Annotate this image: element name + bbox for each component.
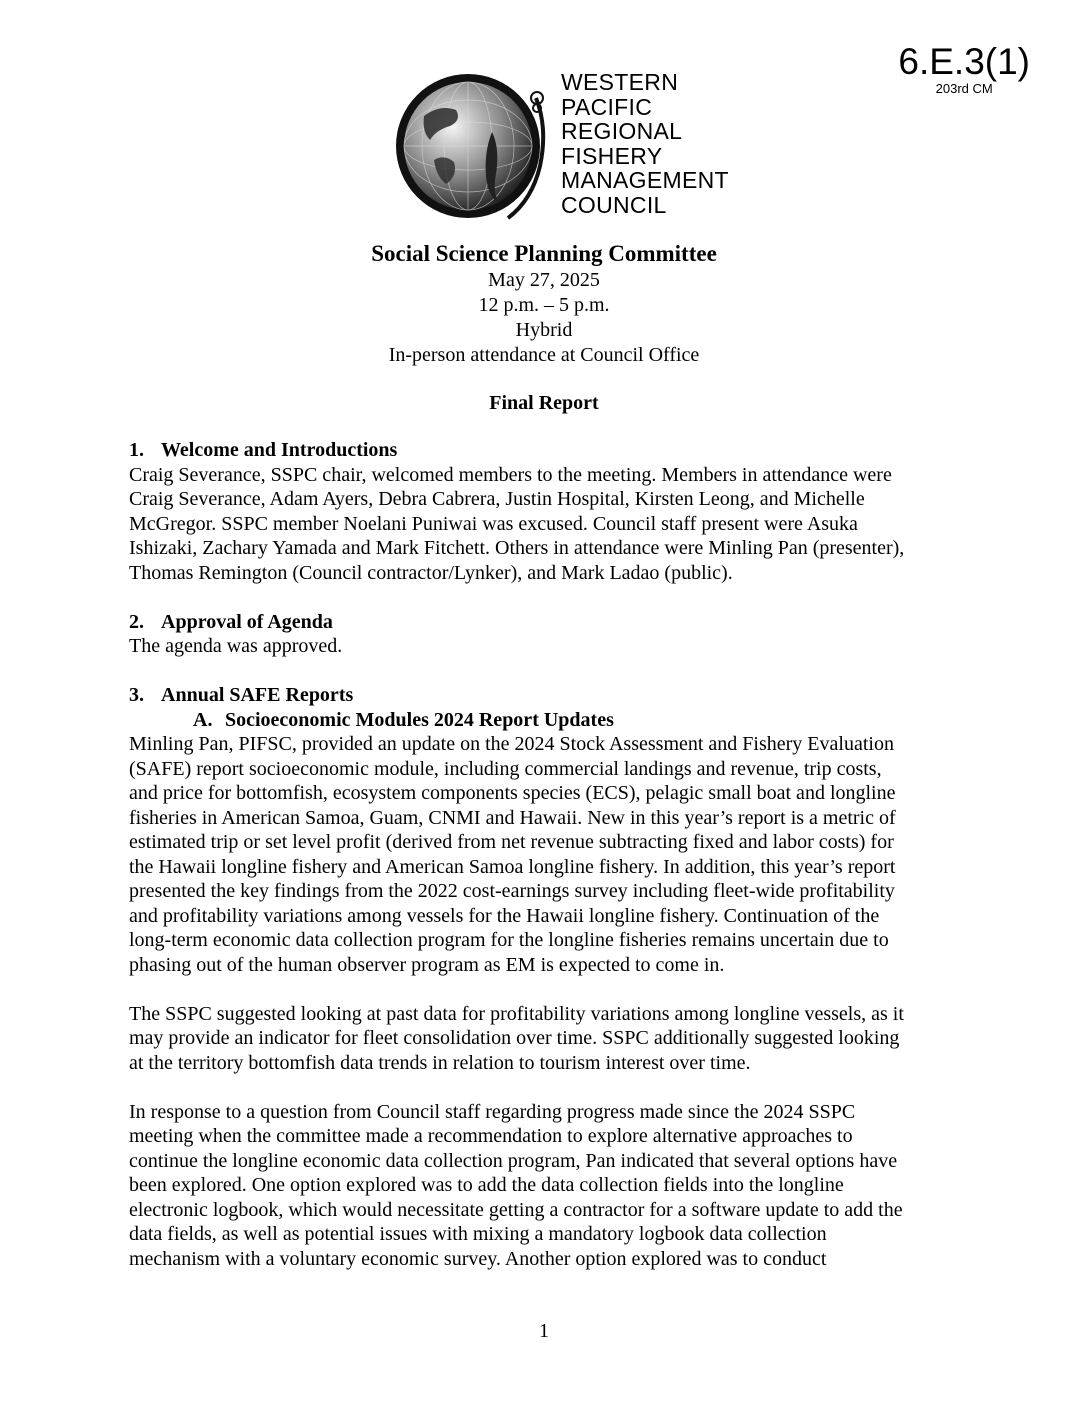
text-line: meeting when the committee made a recommendation to explore alternative approaches to (129, 1125, 853, 1147)
meeting-reference: 203rd CM (935, 81, 993, 96)
text-line: continue the longline economic data collection program, Pan indicated that several options have (129, 1149, 898, 1172)
text-line: Craig Severance, SSPC chair, welcomed members to the meeting. Members in attendance were (129, 463, 892, 486)
org-line: FISHERY (561, 142, 663, 169)
text-line: at the territory bottomfish data trends in relation to tourism interest over time. (129, 1051, 751, 1074)
document-reference (898, 40, 1030, 96)
text-line: In response to a question from Council staff regarding progress made since the 2024 SSPC (129, 1100, 856, 1123)
meeting-details (0, 268, 1088, 368)
meeting-date: May 27, 2025 (488, 269, 600, 291)
text-line: the Hawaii longline fishery and American Samoa longline fishery. In addition, this year’s report (129, 855, 896, 878)
organization-name (561, 70, 729, 218)
meeting-location: In-person attendance at Council Office (388, 344, 700, 366)
text-line: been explored. One option explored was to add the data collection fields into the longline (129, 1174, 844, 1196)
text-line: may provide an indicator for fleet consolidation over time. SSPC additionally suggested looking (129, 1027, 900, 1049)
text-line: presented the key findings from the 2022 cost-earnings survey including fleet-wide profitability (129, 880, 895, 902)
text-line: McGregor. SSPC member Noelani Puniwai was excused. Council staff present were Asuka (129, 512, 858, 535)
text-line: long-term economic data collection program for the longline fisheries remains uncertain due to (129, 929, 889, 951)
text-line: Ishizaki, Zachary Yamada and Mark Fitchett. Others in attendance were Minling Pan (presenter), (129, 537, 905, 559)
council-logo-globe-icon (396, 68, 550, 224)
section-title: Approval of Agenda (161, 610, 333, 633)
subsection-title: Socioeconomic Modules 2024 Report Updates (225, 708, 614, 731)
text-line: electronic logbook, which would necessitate getting a contractor for a software update to add the (129, 1198, 903, 1221)
text-line: mechanism with a voluntary economic survey. Another option explored was to conduct (129, 1247, 827, 1270)
report-label: Final Report (489, 392, 599, 414)
page-number: 1 (539, 1320, 549, 1342)
org-line: MANAGEMENT (561, 167, 729, 194)
meeting-time: 12 p.m. – 5 p.m. (478, 294, 610, 316)
section-number: 3. (129, 684, 144, 706)
section-heading (129, 683, 969, 708)
text-line: Thomas Remington (Council contractor/Lynker), and Mark Ladao (public). (129, 561, 733, 584)
meeting-title: Social Science Planning Committee (371, 241, 717, 266)
text-line: fisheries in American Samoa, Guam, CNMI and Hawaii. New in this year’s report is a metric of (129, 806, 896, 829)
section-heading (129, 438, 969, 463)
text-line: Craig Severance, Adam Ayers, Debra Cabrera, Justin Hospital, Kirsten Leong, and Michelle (129, 488, 865, 510)
text-line: (SAFE) report socioeconomic module, including commercial landings and revenue, trip costs, (129, 757, 882, 780)
text-line: data fields, as well as potential issues with mixing a mandatory logbook data collection (129, 1223, 827, 1245)
section-title: Welcome and Introductions (161, 439, 398, 461)
agenda-item-code: 6.E.3(1) (898, 41, 1030, 82)
text-line: phasing out of the human observer program as EM is expected to come in. (129, 953, 725, 976)
meeting-format: Hybrid (515, 319, 573, 341)
text-line: The agenda was approved. (129, 635, 343, 657)
org-line: WESTERN (561, 69, 679, 95)
text-line: and price for bottomfish, ecosystem components species (ECS), pelagic small boat and longline (129, 782, 896, 804)
text-line: estimated trip or set level profit (derived from net revenue subtracting fixed and labor costs) for (129, 831, 894, 853)
text-line: Minling Pan, PIFSC, provided an update on the 2024 Stock Assessment and Fishery Evaluation (129, 733, 894, 755)
section-number: 2. (129, 610, 144, 633)
report-body (129, 438, 969, 1271)
subsection-letter: A. (193, 708, 213, 731)
section-title: Annual SAFE Reports (161, 684, 354, 706)
section-number: 1. (129, 439, 144, 461)
org-line: PACIFIC (561, 93, 653, 120)
text-line: and profitability variations among vessels for the Hawaii longline fishery. Continuation of the (129, 904, 880, 927)
section-heading (129, 610, 969, 635)
subsection-heading (129, 708, 969, 733)
org-line: REGIONAL (561, 118, 683, 145)
org-line: COUNCIL (561, 191, 667, 218)
text-line: The SSPC suggested looking at past data for profitability variations among longline vessels, as it (129, 1002, 904, 1025)
